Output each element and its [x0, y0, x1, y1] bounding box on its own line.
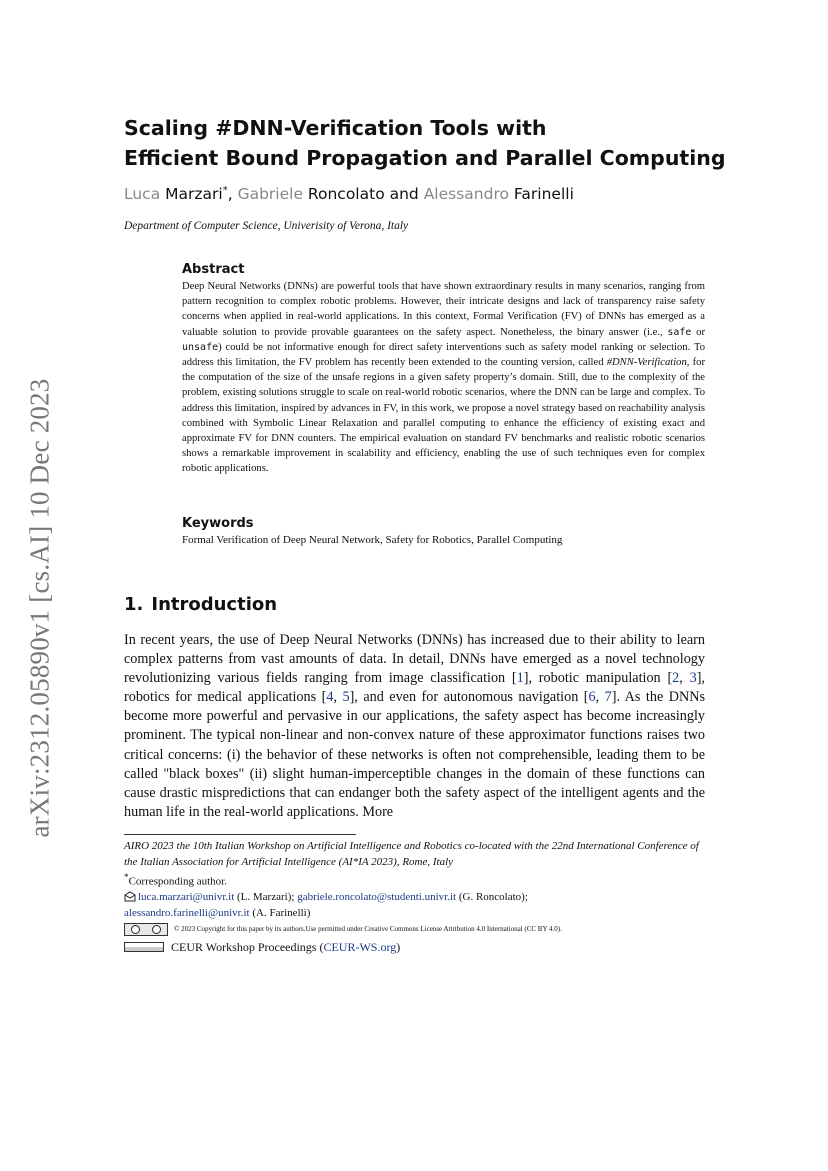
citation-link[interactable]: 1: [516, 670, 524, 687]
author-separator: and: [384, 185, 424, 204]
ceur-line: [124, 940, 714, 956]
email-link-marzari[interactable]: luca.marzari@univr.it: [138, 891, 235, 904]
abstract-section: [182, 262, 705, 477]
keywords-section: [182, 516, 705, 548]
abstract-heading: Abstract: [182, 262, 245, 277]
citation-link[interactable]: 7: [604, 689, 612, 706]
emphasis-term: #DNN-Verification: [606, 357, 687, 369]
email-link-roncolato[interactable]: gabriele.roncolato@studenti.univr.it: [297, 891, 457, 904]
title-line-1: Scaling #DNN-Verification Tools with: [124, 116, 547, 140]
code-unsafe: unsafe: [182, 341, 219, 353]
code-safe: safe: [667, 326, 692, 338]
arxiv-identifier: arXiv:2312.05890v1 [cs.AI] 10 Dec 2023: [24, 378, 55, 838]
keywords-text: Formal Verification of Deep Neural Network, Safety for Robotics, Parallel Computing: [182, 534, 563, 546]
author-family-name: Marzari: [165, 185, 223, 204]
author-given-name: Alessandro: [423, 185, 509, 204]
ceur-link[interactable]: CEUR-WS.org: [323, 939, 397, 954]
introduction-text: In recent years, the use of Deep Neural Networks (DNNs) has increased due to their ability to learn complex patterns from vast amounts of data. In detail, DNNs have emerged as a novel technology revolutionizing various fields ranging from image classification [1], robotic manipulation [2, 3], robotics for medical applications [4, 5], and even for autonomous navigation [6, 7]. As the DNNs become more powerful and pervasive in our applications, the safety aspect has become increasingly prominent. The typical non-linear and non-convex nature of these approximator functions raises two critical concerns: (i) the behavior of these networks is often not comprehensible, leading them to be called "black boxes" (ii) slight human-imperceptible changes in the domain of these functions can cause drastic mispredictions that can endanger both the safety aspect of the intelligent agents and the human life in the real-world applications. More: [124, 632, 705, 820]
corresponding-mark: *: [222, 185, 228, 196]
corresponding-note: *Corresponding author.: [124, 872, 227, 888]
introduction-heading: [124, 594, 277, 615]
paper-title: [124, 113, 764, 173]
author-separator: ,: [227, 185, 238, 204]
citation-link[interactable]: 6: [588, 689, 596, 706]
footnotes: [124, 839, 714, 955]
footnote-rule: [124, 834, 356, 835]
copyright-text: © 2023 Copyright for this paper by its authors.Use permitted under Creative Commons License Attribution 4.0 International (CC BY 4.0).: [174, 925, 562, 934]
email-link-farinelli[interactable]: alessandro.farinelli@univr.it: [124, 906, 250, 919]
abstract-text: Deep Neural Networks (DNNs) are powerful tools that have shown extraordinary results in many scenarios, ranging from pattern recognition to complex robotic problems. However, their intricate designs and lack of transparency raise safety concerns when applied in real-world applications. In this context, Formal Verification (FV) of DNNs has emerged as a valuable solution to provide provable guarantees on the safety aspect. Nonetheless, the binary answer (i.e., safe or unsafe) could be not informative enough for direct safety interventions such as safety model ranking or selection. To address this limitation, the FV problem has recently been extended to the counting version, called #DNN-Verification, for the computation of the size of the unsafe regions in a given safety property’s domain. Still, due to the complexity of the problem, existing solutions struggle to scale on real-world robotic scenarios, where the DNN can be large and complex. To address this limitation, inspired by advances in FV, in this work, we propose a novel strategy based on reachability analysis combined with Symbolic Linear Relaxation and parallel computing to enhance the efficiency of existing exact and approximate FV for DNN counters. The empirical evaluation on standard FV benchmarks and realistic robotic scenarios shows a remarkable improvement in scalability and efficiency, enabling the use of such techniques even for complex robotic applications.: [182, 281, 705, 475]
section-number: 1.: [124, 594, 144, 615]
email-note: luca.marzari@univr.it (L. Marzari); gabriele.roncolato@studenti.univr.it (G. Roncolato);: [124, 890, 714, 906]
keywords-heading: Keywords: [182, 516, 254, 531]
workshop-note: AIRO 2023 the 10th Italian Workshop on Artificial Intelligence and Robotics co-located with the 22nd International Conference of the Italian Association for Artificial Intelligence (AI*IA 2023), Rome, Italy: [124, 840, 699, 868]
author-given-name: Luca: [124, 185, 161, 204]
author-family-name: Roncolato: [307, 185, 385, 204]
affiliation: Department of Computer Science, Univerisity of Verona, Italy: [124, 220, 409, 232]
author-given-name: Gabriele: [237, 185, 303, 204]
citation-link[interactable]: 3: [689, 670, 697, 687]
ceur-logo-icon: [124, 942, 164, 952]
cc-by-icon: [124, 923, 168, 936]
author-list: [124, 185, 574, 203]
citation-link[interactable]: 4: [326, 689, 334, 706]
citation-link[interactable]: 2: [672, 670, 680, 687]
email-note-2: alessandro.farinelli@univr.it (A. Farinelli): [124, 906, 311, 919]
envelope-icon: [124, 891, 136, 902]
license-line: [124, 922, 714, 938]
author-family-name: Farinelli: [513, 185, 574, 204]
citation-link[interactable]: 5: [342, 689, 350, 706]
title-line-2: Efficient Bound Propagation and Parallel Computing: [124, 146, 726, 170]
section-title: Introduction: [151, 594, 278, 615]
ceur-text: CEUR Workshop Proceedings (CEUR-WS.org): [171, 939, 401, 954]
